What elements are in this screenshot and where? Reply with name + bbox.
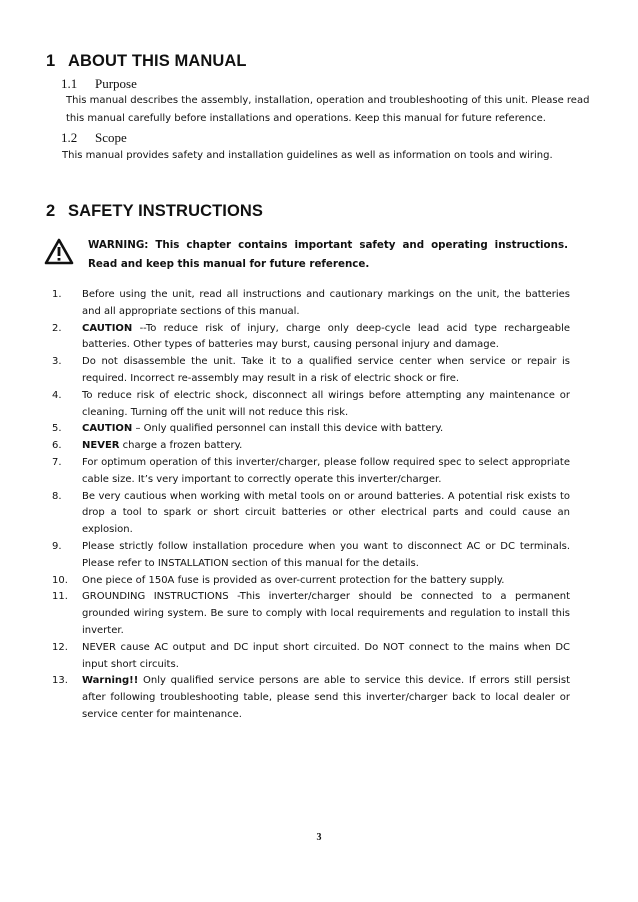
- list-item: [52, 438, 570, 455]
- list-item: [52, 388, 570, 422]
- purpose-number: 1.1: [61, 76, 78, 91]
- page-number: 3: [316, 832, 322, 843]
- list-item-text: For optimum operation of this inverter/charger, please follow required spec to select appropriate cable size. It’s very important to correctly operate this inverter/charger.: [82, 456, 570, 485]
- list-item: [52, 287, 570, 321]
- list-item-text: GROUNDING INSTRUCTIONS -This inverter/charger should be connected to a permanent grounded wiring system. Be sure to comply with local requirements and regulation to install this inverter.: [82, 591, 570, 636]
- list-item-number: 12.: [52, 641, 68, 653]
- list-item-number: 6.: [52, 440, 62, 452]
- list-item-text: Before using the unit, read all instructions and cautionary markings on the unit, the batteries and all appropriate sections of this manual.: [82, 289, 570, 317]
- warning-triangle-icon: [44, 238, 74, 265]
- list-item-number: 5.: [52, 423, 62, 435]
- list-item: [52, 640, 570, 674]
- warning-text: WARNING: This chapter contains important safety and operating instructions. Read and keep this manual for future reference.: [88, 239, 568, 270]
- list-item-number: 8.: [52, 490, 62, 502]
- purpose-line-1: This manual describes the assembly, installation, operation and troubleshooting of this unit. Please read: [66, 95, 590, 106]
- list-item-number: 11.: [52, 591, 68, 603]
- list-item: [52, 539, 570, 573]
- list-item-number: 9.: [52, 540, 62, 552]
- list-item-text: – Only qualified personnel can install this device with battery.: [132, 423, 444, 435]
- section-2-heading: [46, 202, 263, 221]
- list-item-number: 7.: [52, 456, 62, 468]
- list-item: [52, 573, 570, 590]
- list-item-number: 2.: [52, 322, 62, 334]
- list-item-number: 1.: [52, 289, 62, 300]
- scope-title: Scope: [95, 130, 127, 145]
- list-item-number: 13.: [52, 675, 68, 687]
- safety-instructions-list: [52, 287, 570, 724]
- list-item-emphasis: CAUTION: [82, 423, 133, 435]
- list-item-text: Be very cautious when working with metal tools on or around batteries. A potential risk exists to drop a tool to spark or short circuit batteries or other electrical parts and could cause an explosion.: [82, 490, 570, 536]
- list-item-text: One piece of 150A fuse is provided as over-current protection for the battery supply.: [82, 574, 505, 586]
- list-item: [52, 455, 570, 489]
- list-item-text: NEVER cause AC output and DC input short circuited. Do NOT connect to the mains when DC input short circuits.: [82, 641, 570, 670]
- section-2-number: 2: [46, 202, 56, 220]
- list-item-number: 10.: [52, 574, 68, 586]
- list-item-text: To reduce risk of electric shock, disconnect all wirings before attempting any maintenance or cleaning. Turning off the unit will not reduce this risk.: [82, 389, 570, 418]
- list-item-text: Only qualified service persons are able to service this device. If errors still persist after following troubleshooting table, please send this inverter/charger back to local dealer or service center for maintenance.: [82, 675, 570, 720]
- list-item-text: Do not disassemble the unit. Take it to a qualified service center when service or repair is required. Incorrect re-assembly may result in a risk of electric shock or fire.: [82, 356, 570, 384]
- list-item-emphasis: NEVER: [82, 440, 120, 452]
- section-2-title: SAFETY INSTRUCTIONS: [68, 202, 264, 220]
- scope-line-1: This manual provides safety and installation guidelines as well as information on tools and wiring.: [62, 150, 553, 161]
- list-item-text: --To reduce risk of injury, charge only deep-cycle lead acid type rechargeable batteries. Other types of batteries may burst, causing personal injury and damage.: [82, 322, 570, 351]
- section-1-title: ABOUT THIS MANUAL: [68, 52, 247, 70]
- purpose-title: Purpose: [95, 76, 137, 91]
- scope-number: 1.2: [61, 130, 78, 145]
- purpose-line-2: this manual carefully before installations and operations. Keep this manual for future reference.: [66, 113, 546, 124]
- scope-heading: [61, 130, 127, 146]
- list-item-number: 4.: [52, 389, 62, 401]
- list-item-text: Please strictly follow installation procedure when you want to disconnect AC or DC terminals. Please refer to INSTALLATION section of this manual for the details.: [82, 540, 570, 569]
- section-1-number: 1: [46, 52, 56, 70]
- section-1-heading: [46, 52, 247, 71]
- list-item-text: charge a frozen battery.: [119, 440, 243, 452]
- list-item: [52, 489, 570, 539]
- list-item-emphasis: Warning!!: [82, 675, 139, 687]
- list-item-emphasis: CAUTION: [82, 322, 133, 334]
- list-item: [52, 421, 570, 438]
- list-item: [52, 589, 570, 639]
- list-item: [52, 354, 570, 388]
- list-item: [52, 673, 570, 723]
- list-item: [52, 321, 570, 355]
- list-item-number: 3.: [52, 356, 62, 368]
- purpose-heading: [61, 76, 137, 92]
